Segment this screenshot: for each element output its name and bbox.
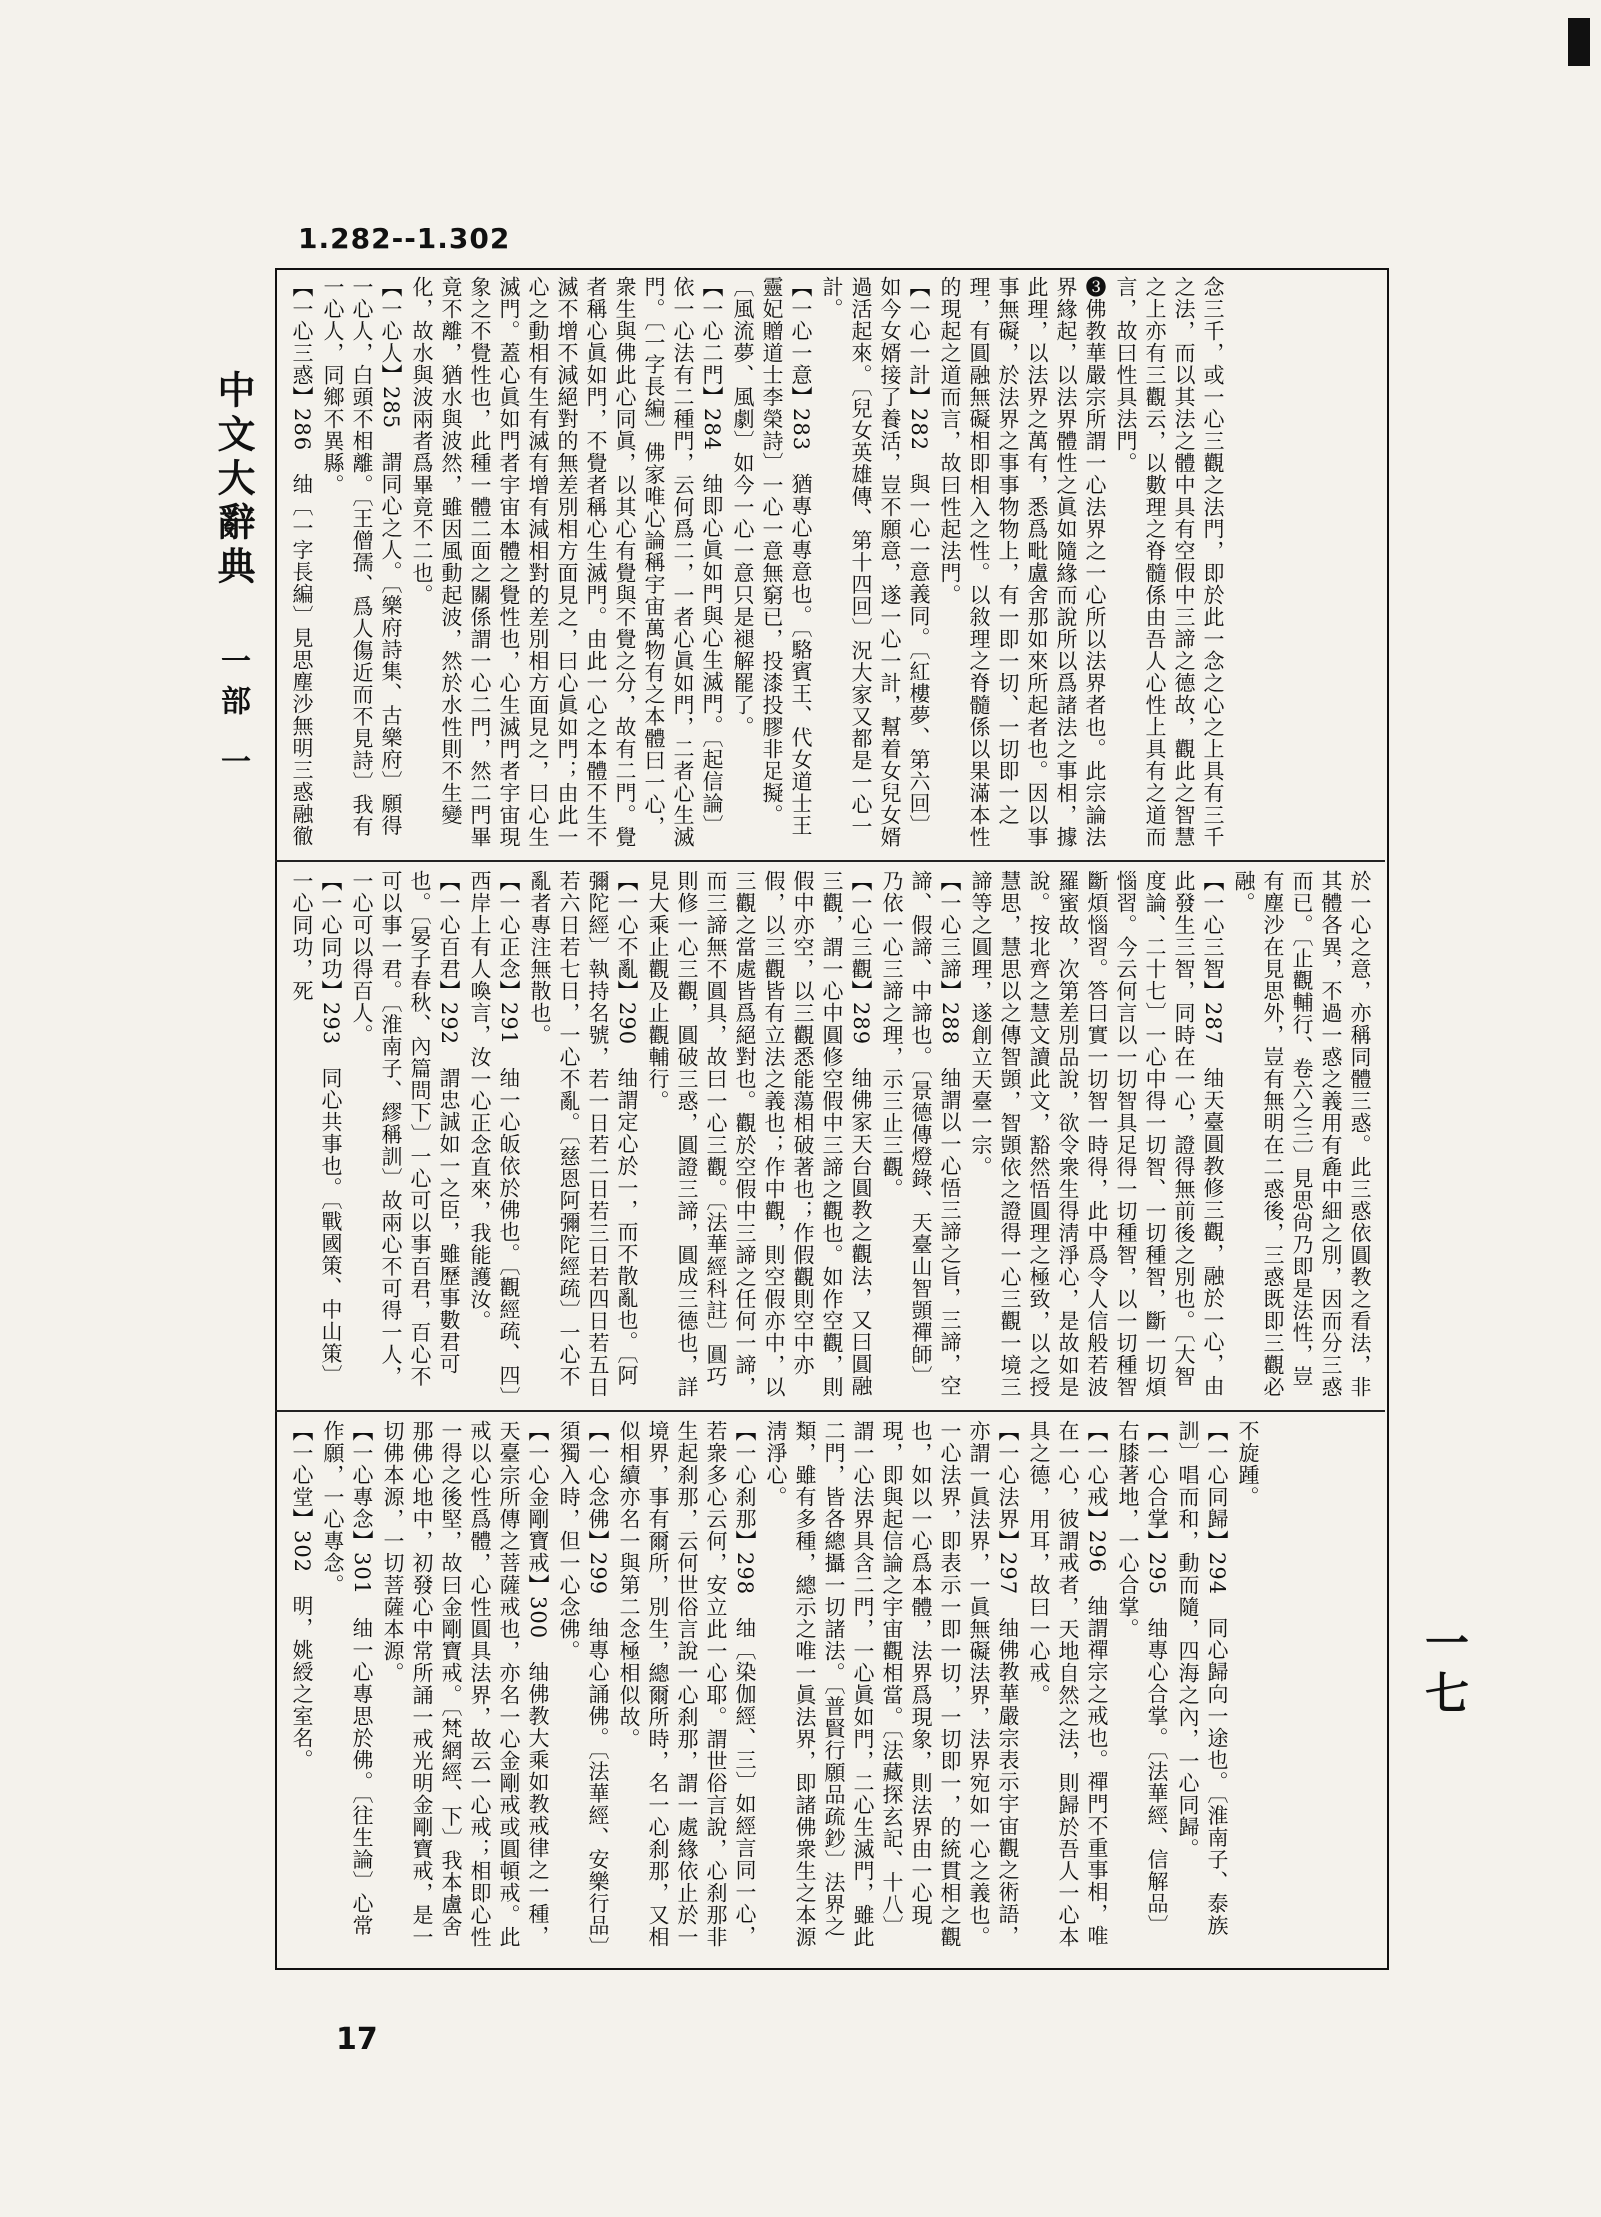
tier-bottom-text bbox=[285, 1420, 1262, 1958]
tier-top-text bbox=[285, 276, 1227, 852]
dictionary-entry: 【一心二門】284 䌷即心眞如門與心生滅門。〔起信論〕依一心法有二種門，云何爲二，一者心眞如門，二者心生滅門。〔一字長編〕佛家唯心論稱宇宙萬物有之本體曰一心，衆生與佛此心同眞，以其心有覺與不覺之分，故有二門。覺者稱心眞如門，不覺者稱心生滅門。由此一心之本體不生不滅不增不減絕對的無差別相方面見之，曰心眞如門；由此一心之動相有生有滅有增有減相對的差別相方面見之，曰心生滅門。蓋心眞如門者宇宙本體之覺性也，心生滅門者宇宙現象之不覺性也，此種一體二面之關係謂一心二門，然二門畢竟不離，猶水與波然，雖因風動起波，然於水性則不生變化，故水與波兩者爲畢竟不二也。 bbox=[410, 276, 724, 848]
entry-range-header: 1.282--1.302 bbox=[298, 222, 511, 255]
dictionary-entry: 【一心金剛寶戒】300 䌷佛教大乘如教戒律之一種，天臺宗所傳之菩薩戒也，亦名一心金剛戒或圓頓戒。此戒以心性爲體，心性圓具法界，故云一心戒；相即心性一得之後堅，故曰金剛寶戒。〔梵網經、下〕我本盧舍那佛心地中，初發心中常所誦一戒光明金剛寶戒，是一切佛本源，一切菩薩本源。 bbox=[381, 1420, 550, 1948]
dictionary-entry: 【一心三諦】288 䌷謂以一心悟三諦之旨，三諦，空諦、假諦、中諦也。〔景德傳燈錄、天臺山智顗禪師〕乃依一心三諦之理，示三止三觀。 bbox=[880, 870, 962, 1398]
dictionary-entry: 念三千，或一心三觀之法門，即於此一念之心之上具有三千之法，而以其法之體中具有空假中三諦之德故，觀此之智慧之上亦有三觀云，以數理之脊髓係由吾人心性上具有之道而言，故曰性具法門。 bbox=[1114, 276, 1225, 848]
dictionary-entry: 【一心專念】301 䌷一心專思於佛。〔往生論〕心常作願，一心專念。 bbox=[321, 1420, 374, 1937]
dictionary-entry: 【一心戒】296 䌷謂禪宗之戒也。禪門不重事相，唯在一心，彼謂戒者，天地自然之法，則歸於吾人一心本具之德，用耳，故曰一心戒。 bbox=[1027, 1420, 1109, 1948]
tier-bottom bbox=[285, 1420, 1377, 1958]
dictionary-entry: 【一心一計】282 與一心一意義同。〔紅樓夢、第六回〕如今女婿接了養活，豈不願意，遂一心一計，幫着女兒女婿過活起來。〔兒女英雄傳、第十四回〕況大家又都是一心一計。 bbox=[820, 276, 931, 848]
dictionary-entry: 【一心法界】297 䌷佛教華嚴宗表示宇宙觀之術語，亦謂一眞法界，一眞無礙法界，法界宛如一心之義也。一心法界，即表示一即一切，一切即一，的統貫相之觀也，如以一心爲本體，法界爲現象，則法界由一心現現，即與起信論之宇宙觀相當。〔法藏探玄記、十八〕謂一心法界具含二門，一心眞如門，二心生滅門，雖此二門，皆各總攝一切諸法。〔普賢行願品疏鈔〕法界之類，雖有多種，總示之唯一眞法界，即諸佛衆生之本源淸淨心。 bbox=[764, 1420, 1020, 1948]
dictionary-entry: 於一心之意，亦稱同體三惑。此三惑依圓教之看法，非其體各異，不過一惑之義用有麁中細之別，因而分三惑而已。〔止觀輔行、卷六之三〕見思尙乃即是法性，豈有塵沙在見思外，豈有無明在二惑後，三惑既即三觀必融。 bbox=[1232, 870, 1372, 1398]
dictionary-entry: 【一心合掌】295 䌷專心合掌。〔法華經、信解品〕右膝著地，一心合掌。 bbox=[1116, 1420, 1169, 1937]
dictionary-entry: 【一心百君】292 謂忠誠如一之臣，雖歷事數君可也。〔晏子春秋、內篇問下〕一心可以事百君，百心不可以事一君。〔淮南子、繆稱訓〕故兩心不可得一人，一心可以得百人。 bbox=[350, 870, 461, 1388]
dictionary-entry: 【一心一意】283 猶專心專意也。〔駱賓王、代女道士王靈妃贈道士李榮詩〕一心一意無窮已，投漆投膠非足擬。〔風流夢、風劇〕如今一心一意只是褪解罷了。 bbox=[731, 276, 813, 837]
dictionary-entry: 【一心同功】293 同心共事也。〔戰國策、中山策〕一心同功，死 bbox=[290, 870, 343, 1387]
tier-middle-text bbox=[285, 870, 1374, 1402]
dictionary-entry: 【一心堂】302 明，姚綬之室名。 bbox=[290, 1420, 314, 1772]
dictionary-entry: 【一心人】285 謂同心之人。〔樂府詩集、古樂府〕願得一心人，白頭不相離。〔王僧孺、爲人傷近而不見詩〕我有一心人，同鄉不異縣。 bbox=[321, 276, 403, 838]
tier-divider-top bbox=[275, 860, 1385, 862]
dictionary-entry: 【一心正念】291 䌷一心皈依於佛也。〔觀經疏、四〕西岸上有人喚言，汝一心正念直來，我能護汝。 bbox=[468, 870, 521, 1399]
page-number: 17 bbox=[336, 2022, 378, 2057]
page-number-cjk: 一七 bbox=[1417, 1620, 1468, 1720]
dictionary-entry: 【一心念佛】299 䌷專心誦佛。〔法華經、安樂行品〕須獨入時，但一心念佛。 bbox=[557, 1420, 610, 1949]
dictionary-entry: 【一心刹那】298 䌷〔染伽經、三〕如經言同一心，若衆多心云何，安立此一心耶。謂世俗言說，心刹那非生起刹那，云何世俗言說一心刹那，謂一處緣依止於一境界，事有爾所，別生，總爾所時，名一心刹那，又相似相續亦名一與第二念極相似故。 bbox=[617, 1420, 757, 1948]
dictionary-title: 中文大辭典 bbox=[211, 370, 256, 590]
section-label: 一部 一 bbox=[215, 645, 250, 786]
tier-middle bbox=[285, 870, 1377, 1402]
dictionary-entry: 不旋踵。 bbox=[1236, 1420, 1260, 1508]
tier-divider-bottom bbox=[275, 1410, 1385, 1412]
scan-edge-mark bbox=[1568, 18, 1590, 66]
dictionary-entry: 【一心三智】287 䌷天臺圓教修三觀，融於一心，由此發生三智，同時在一心，證得無前後之別也。〔大智度論、二十七〕一心中得一切智、一切種智，斷一切煩惱習。今云何言以一切智具足得一切種智，以一切種智斷煩惱習。答曰實一切智一時得，此中爲令人信般若波羅蜜故，次第差別品說，欲令衆生得淸淨心，是故如是說。按北齊之慧文讀此文，豁然悟圓理之極致，以之授慧思，慧思以之傳智顗，智顗依之證得一心三觀一境三諦等之圓理，遂創立天臺一宗。 bbox=[969, 870, 1225, 1398]
dictionary-entry: 【一心同歸】294 同心歸向一途也。〔淮南子、泰族訓〕唱而和，動而隨，四海之內，一心同歸。 bbox=[1176, 1420, 1229, 1937]
dictionary-entry: ❸佛教華嚴宗所謂一心法界之一心所以法界者也。此宗論法界緣起，以法界體性之眞如隨緣而說所以爲諸法之事相，據此理，以法界之萬有，悉爲毗盧舍那如來所起者也。因以事事無礙，於法界之事事物物上，有一即一切、一切即一之理，有圓融無礙相即相入之性。以敘理之脊髓係以果滿本性的現起之道而言，故曰性起法門。 bbox=[938, 276, 1107, 848]
tier-top bbox=[285, 276, 1377, 852]
dictionary-entry: 【一心三惑】286 䌷〔一字長編〕見思塵沙無明三惑融徹 bbox=[290, 276, 314, 848]
dictionary-entry: 【一心不亂】290 䌷謂定心於一，而不散亂也。〔阿彌陀經〕執持名號，若一日若二日若三日若四日若五日若六日若七日，一心不亂。〔慈恩阿彌陀經疏〕一心不亂者專注無散也。 bbox=[528, 870, 639, 1398]
dictionary-entry: 【一心三觀】289 䌷佛家天台圓教之觀法，又曰圓融三觀，謂一心中圓修空假中三諦之觀也。如作空觀，則假中亦空，以三觀悉能蕩相破著也；作假觀則空中亦假，以三觀皆有立法之義也；作中觀，則空假亦中，以三觀之當處皆爲絕對也。觀於空假中三諦之任何一諦，而三諦無不圓具，故曰一心三觀。〔法華經科註〕圓巧則修一心三觀，圓破三惑，圓證三諦，圓成三德也，詳見大乘止觀及止觀輔行。 bbox=[646, 870, 873, 1398]
